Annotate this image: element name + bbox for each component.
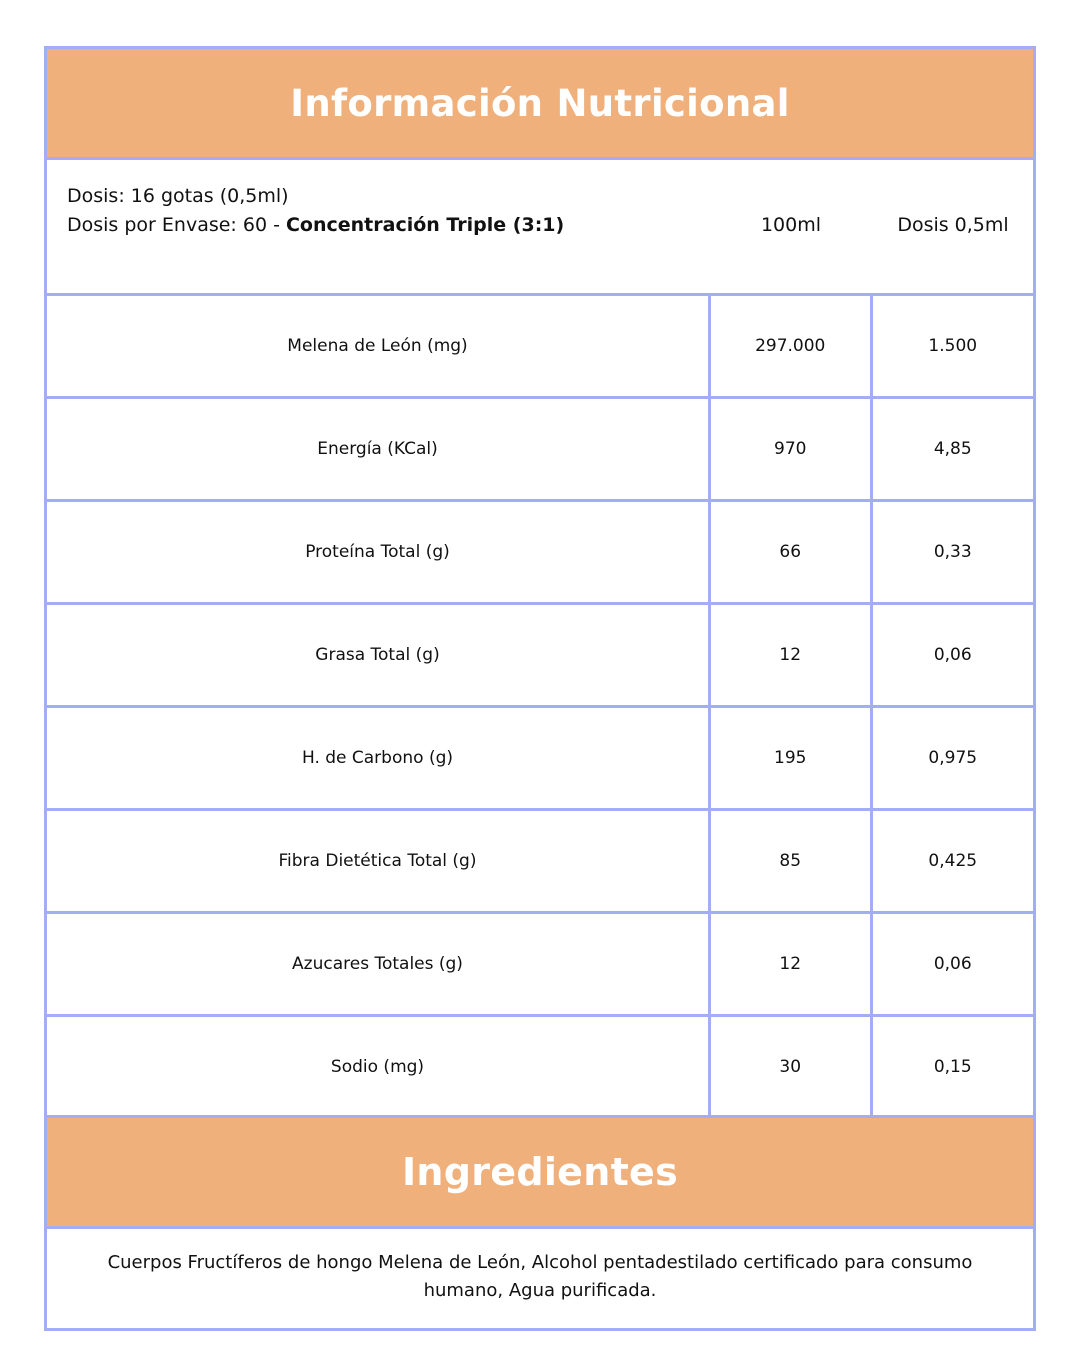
table-row	[47, 605, 1033, 708]
nutrient-name: Azucares Totales (g)	[47, 914, 711, 1014]
nutrient-name: Grasa Total (g)	[47, 605, 711, 705]
dose-lines	[67, 182, 564, 240]
dose-line: Dosis: 16 gotas (0,5ml)	[67, 185, 289, 207]
table-row	[47, 296, 1033, 399]
table-row	[47, 914, 1033, 1017]
nutrition-title: Información Nutricional	[290, 81, 790, 125]
table-row	[47, 1017, 1033, 1117]
nutrient-value-100ml: 297.000	[711, 296, 873, 396]
table-row	[47, 399, 1033, 502]
nutrient-value-100ml: 195	[711, 708, 873, 808]
servings-line	[67, 211, 564, 240]
nutrient-value-100ml: 85	[711, 811, 873, 911]
nutrient-value-dose: 0,06	[933, 645, 972, 665]
nutrient-value-dose: 0,425	[928, 851, 978, 871]
ingredients-text: Cuerpos Fructíferos de hongo Melena de León, Alcohol pentadestilado certificado para consumo humano, Agua purificada.	[107, 1252, 973, 1301]
nutrition-card	[44, 46, 1036, 1331]
nutrition-title-band	[47, 49, 1033, 160]
nutrient-value-100ml: 12	[711, 914, 873, 1014]
nutrient-value-dose: 0,975	[928, 748, 978, 768]
nutrient-value-100ml: 66	[711, 502, 873, 602]
nutrient-value-100ml: 970	[711, 399, 873, 499]
nutrient-value-dose: 1.500	[928, 336, 978, 356]
nutrient-name: Fibra Dietética Total (g)	[47, 811, 711, 911]
column-header-dose: Dosis 0,5ml	[897, 214, 1009, 236]
concentration-text: Concentración Triple (3:1)	[285, 214, 565, 236]
dose-info	[47, 160, 1033, 295]
nutrient-value-dose: 4,85	[933, 439, 972, 459]
nutrient-value-100ml: 30	[711, 1017, 873, 1117]
nutrient-value-dose: 0,33	[933, 542, 972, 562]
ingredients-title-band	[47, 1115, 1033, 1229]
nutrient-table	[47, 293, 1033, 1117]
nutrient-name: Proteína Total (g)	[47, 502, 711, 602]
nutrient-name: Energía (KCal)	[47, 399, 711, 499]
table-row	[47, 708, 1033, 811]
column-header-100ml: 100ml	[760, 214, 822, 236]
nutrient-name: H. de Carbono (g)	[47, 708, 711, 808]
nutrient-value-dose: 0,06	[933, 954, 972, 974]
nutrient-value-dose: 0,15	[933, 1057, 972, 1077]
table-row	[47, 502, 1033, 605]
table-row	[47, 811, 1033, 914]
ingredients-title: Ingredientes	[401, 1150, 679, 1194]
servings-text: Dosis por Envase: 60 -	[67, 214, 286, 236]
nutrient-name: Melena de León (mg)	[47, 296, 711, 396]
nutrient-value-100ml: 12	[711, 605, 873, 705]
nutrient-name: Sodio (mg)	[47, 1017, 711, 1117]
